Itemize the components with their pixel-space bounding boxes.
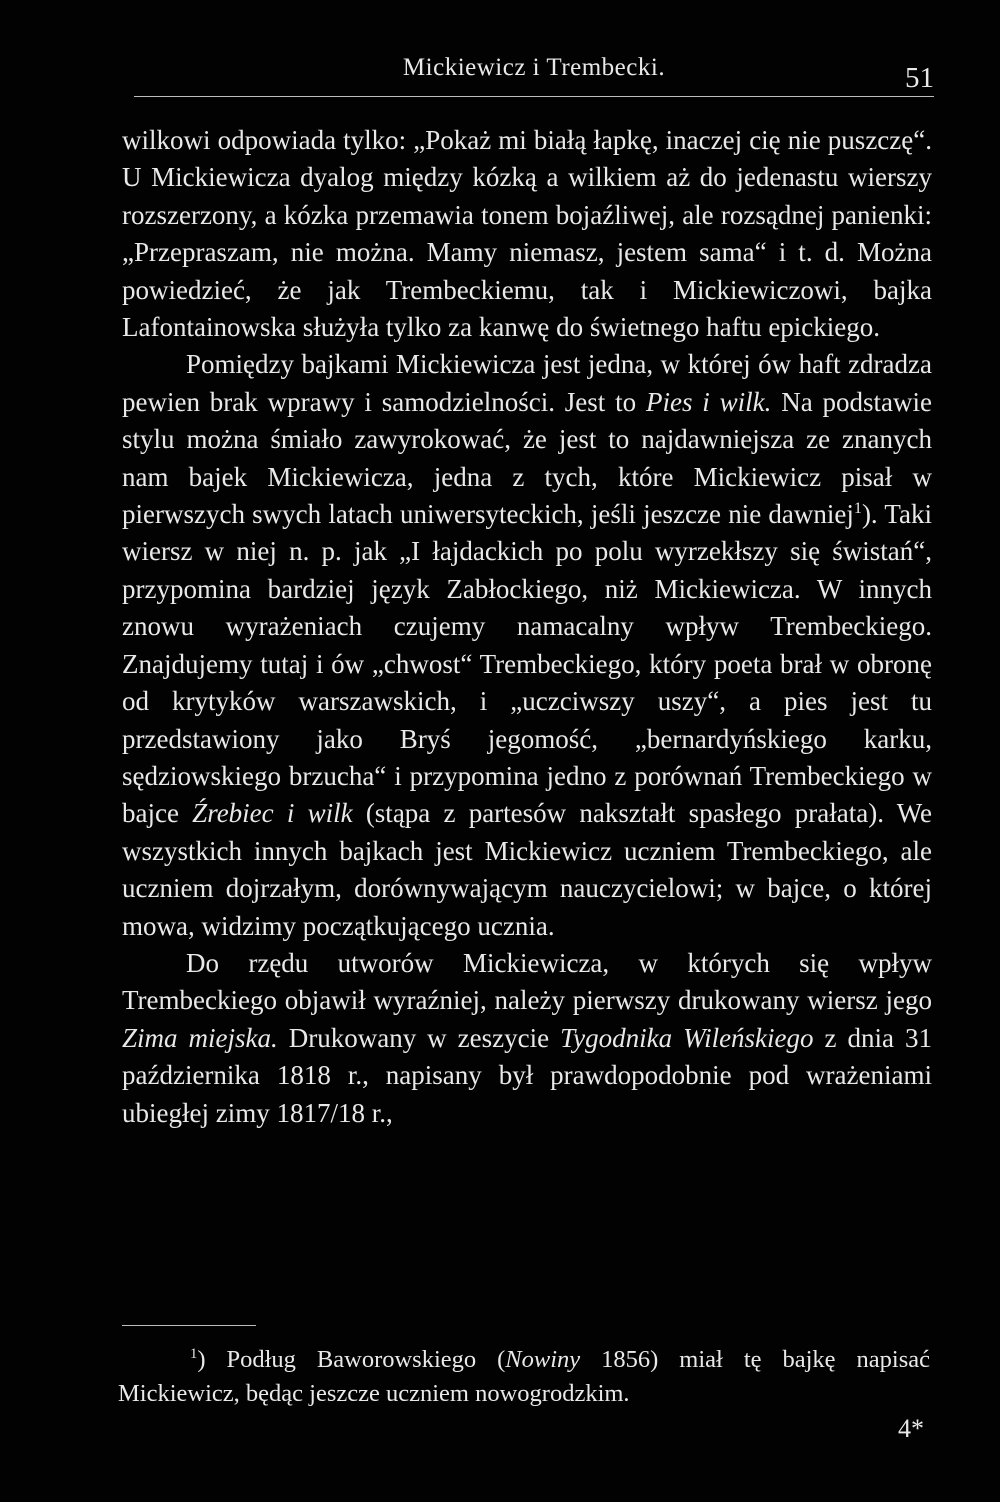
paragraph-3 [122, 945, 932, 1132]
footnote-reference: 1 [853, 499, 862, 518]
footnote-text-b: 1856) miał tę bajkę napisać Mickiewicz, będąc jeszcze uczniem nowogrodzkim. [118, 1346, 930, 1407]
paragraph-2-text-a: Pomiędzy bajkami Mickiewicza jest jedna, w której ów haft zdradza pewien brak wprawy i samodzielności. Jest to [122, 349, 932, 417]
page-number: 51 [905, 62, 934, 94]
paragraph-3-text-c: z dnia 31 października 1818 r., napisany był prawdopodobnie pod wrażeniami ubiegłej zimy 1817/18 r., [122, 1022, 932, 1128]
paragraph-2-text-d: (stąpa z partesów nakształt spasłego prałata). We wszystkich innych bajkach jest Mickiewicz uczniem Trembeckiego, ale uczniem dojrzałym, dorównywającym nauczycielowi; w bajce, o której mowa, widzimy początkującego ucznia. [122, 798, 932, 941]
footnote-rule [122, 1325, 256, 1326]
paragraph-2-text-c: ). Taki wiersz w niej n. p. jak „I łajdackich po polu wyrzekłszy się świstań“, przypomina bardziej język Zabłockiego, niż Mickiewicza. W innych znowu wyrażeniach czujemy namacalny wpływ Trembeckiego. Znajdujemy tutaj i ów „chwost“ Trembeckiego, który poeta brał w obronę od krytyków warszawskich, i „uczciwszy uszy“, a pies jest tu przedstawiony jako Bryś jegomość, „bernardyńskiego karku, sędziowskiego brzucha“ i przypomina jedno z porównań Trembeckiego w bajce [122, 499, 932, 829]
title-zima-miejska: Zima miejska. [122, 1022, 278, 1053]
footnote [118, 1343, 930, 1411]
signature-mark: 4* [898, 1414, 924, 1443]
paragraph-2-text-b: Na podstawie stylu można śmiało zawyrokować, że jest to najdawniejsza ze znanych nam bajek Mickiewicza, jedna z tych, które Mickiewicz pisał w pierwszych swych latach uniwersyteckich, jeśli jeszcze nie dawniej [122, 386, 933, 530]
paragraph-2 [122, 346, 932, 945]
paragraph-3-text-a: Do rzędu utworów Mickiewicza, w których się wpływ Trembeckiego objawił wyraźniej, należy pierwszy drukowany wiersz jego [122, 947, 932, 1016]
footnote-marker: 1 [190, 1345, 198, 1362]
header-rule [134, 96, 934, 97]
title-tygodnik-wilenski: Tygodnika Wileńskiego [560, 1022, 814, 1053]
title-nowiny: Nowiny [505, 1346, 581, 1373]
paragraph-3-text-b: Drukowany w zeszycie [277, 1022, 561, 1053]
paragraph-1: wilkowi odpowiada tylko: „Pokaż mi białą łapkę, inaczej cię nie puszczę“. U Mickiewicza dyalog między kózką a wilkiem aż do jedenastu wierszy rozszerzony, a kózka przemawia tonem bojaźliwej, ale rozsądnej panienki: „Przepraszam, nie można. Mamy niemasz, jestem sama“ i t. d. Można powiedzieć, że jak Trembeckiemu, tak i Mickiewiczowi, bajka Lafontainowska służyła tylko za kanwę do świetnego haftu epickiego. [122, 125, 932, 343]
body-text [122, 122, 932, 1132]
footnote-text-a: ) Podług Baworowskiego ( [197, 1346, 506, 1373]
running-title: Mickiewicz i Trembecki. [402, 54, 666, 81]
title-zrebiec-i-wilk: Źrebiec i wilk [192, 798, 353, 829]
title-pies-i-wilk: Pies i wilk. [645, 386, 772, 417]
page-header [134, 54, 934, 96]
